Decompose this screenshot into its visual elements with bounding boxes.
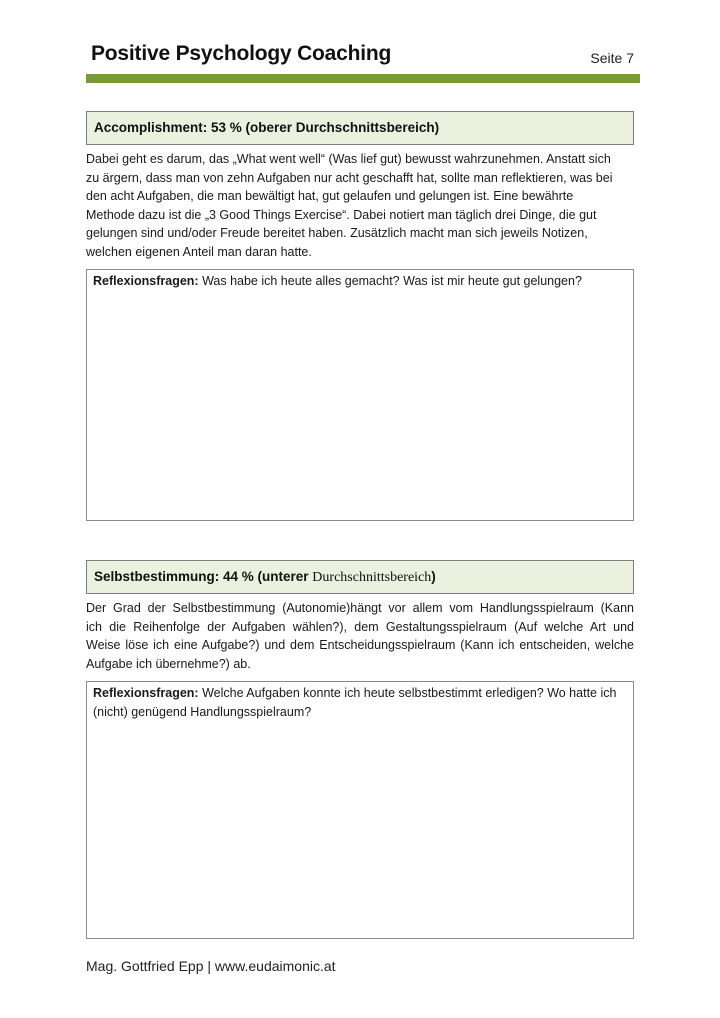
reflection-label: Reflexionsfragen:: [93, 686, 199, 700]
heading-part: Durchschnittsbereich: [312, 570, 432, 585]
paragraph-line: Aufgabe ich übernehme?) ab.: [86, 656, 251, 671]
reflection-question: [93, 272, 627, 291]
section-paragraph-selbstbestimmung: [86, 599, 634, 673]
paragraph-line: welchen eigenen Anteil man daran hatte.: [86, 244, 312, 259]
paragraph-line: Dabei geht es darum, das „What went well“ (Was lief gut) bewusst wahrzunehmen. Anstatt sich: [86, 152, 611, 166]
page-title: Positive Psychology Coaching: [91, 42, 392, 65]
page-number: Seite 7: [590, 50, 634, 66]
section-heading-text: [94, 569, 436, 586]
paragraph-line: Weise löse ich eine Aufgabe?) und dem Entscheidungsspielraum (Kann ich entscheiden, welche: [86, 638, 634, 652]
paragraph-line: gelungen sind und/oder Freude bereitet haben. Zusätzlich macht man sich jeweils Notizen,: [86, 226, 588, 240]
paragraph-line: zu ärgern, dass man von zehn Aufgaben nur acht geschafft hat, sollte man reflektieren, was bei: [86, 170, 613, 185]
header-divider: [86, 74, 640, 83]
reflection-text: Welche Aufgaben konnte ich heute selbstbestimmt erledigen? Wo hatte ich (nicht) genügend Handlungsspielraum?: [93, 686, 617, 719]
section-paragraph-accomplishment: [86, 150, 634, 261]
reflection-label: Reflexionsfragen:: [93, 274, 199, 288]
section-heading-selbstbestimmung: [86, 560, 634, 594]
paragraph-line: Methode dazu ist die „3 Good Things Exercise“. Dabei notiert man täglich drei Dinge, die gut: [86, 207, 597, 222]
reflection-box-selbstbestimmung[interactable]: [86, 681, 634, 939]
paragraph-line: ich die Reihenfolge der Aufgaben wählen?), dem Gestaltungsspielraum (Auf welche Art und: [86, 619, 634, 634]
heading-part: Selbstbestimmung: 44 % (unterer: [94, 569, 313, 584]
reflection-question: [93, 684, 627, 721]
page-footer: Mag. Gottfried Epp | www.eudaimonic.at: [86, 958, 336, 974]
heading-part: ): [431, 569, 436, 584]
paragraph-line: Der Grad der Selbstbestimmung (Autonomie)hängt vor allem vom Handlungsspielraum (Kann: [86, 601, 634, 615]
section-heading-accomplishment: [86, 111, 634, 145]
reflection-box-accomplishment[interactable]: [86, 269, 634, 521]
paragraph-line: den acht Aufgaben, die man bewältigt hat, gut gelaufen und gelungen ist. Eine bewährte: [86, 189, 574, 203]
reflection-text: Was habe ich heute alles gemacht? Was ist mir heute gut gelungen?: [198, 274, 582, 288]
section-heading-text: Accomplishment: 53 % (oberer Durchschnittsbereich): [94, 120, 440, 135]
